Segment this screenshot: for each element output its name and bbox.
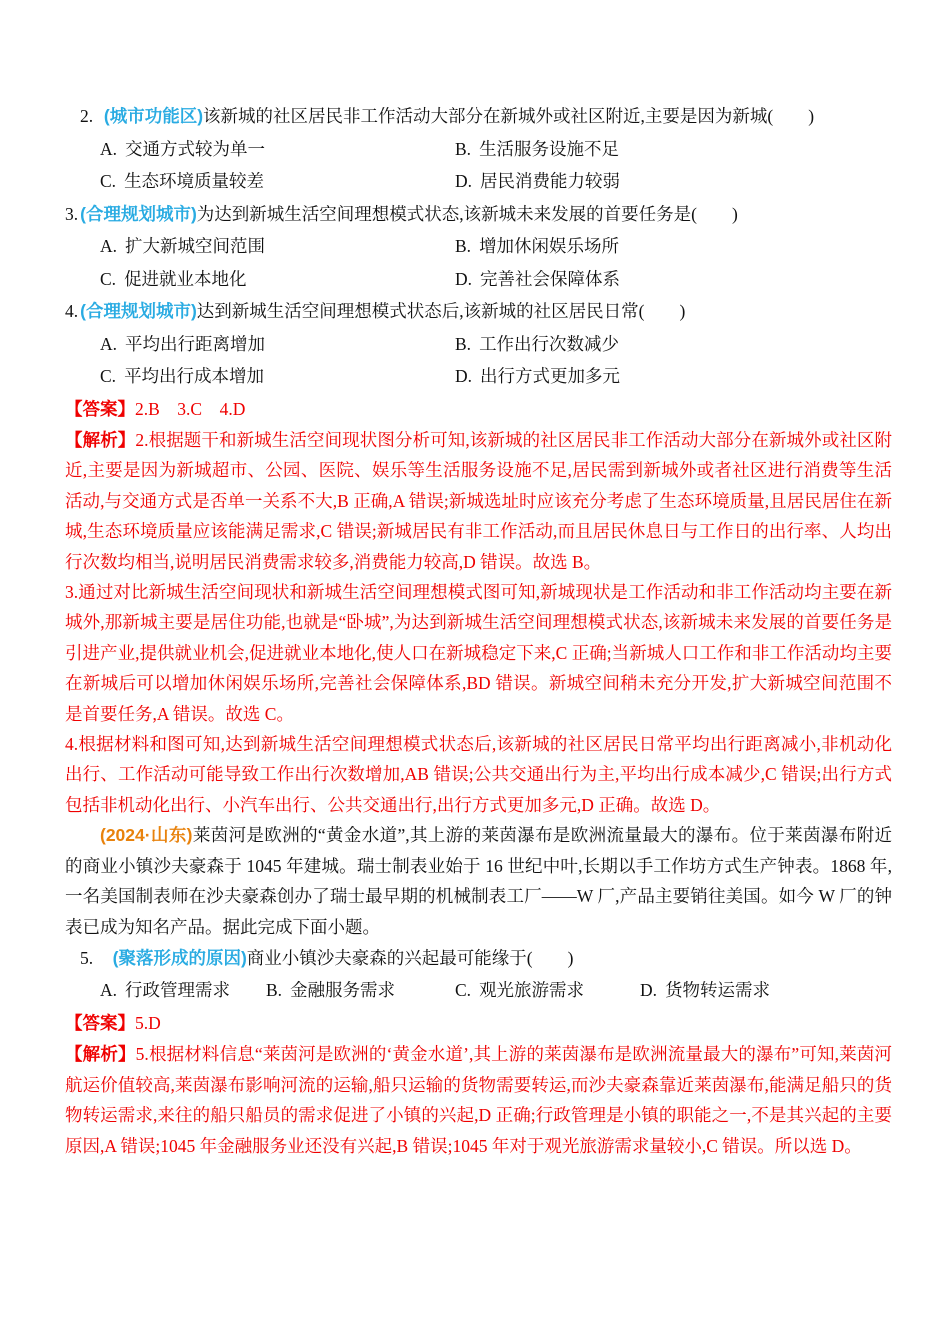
- question-2-knowledge-tag: (城市功能区): [103, 106, 204, 126]
- question-2-stem-text: 该新城的社区居民非工作活动大部分在新城外或社区附近,主要是因为新城( ): [203, 106, 815, 126]
- question-3-stem-text: 为达到新城生活空间理想模式状态,该新城未来发展的首要任务是( ): [196, 203, 738, 224]
- question-3-stem: [65, 198, 892, 231]
- analysis-q2-text: 2.根据题干和新城生活空间现状图分析可知,该新城的社区居民非工作活动大部分在新城外或社区附近,主要是因为新城超市、公园、医院、娱乐等生活服务设施不足,居民需到新城外或者社区进行消费等生活活动,与交通方式是否单一关系不大,B 正确,A 错误;新城选址时应该充分考虑了生态环境质量,且居民居住在新城,生态环境质量应该能满足需求,C 错误;新城居民有非工作活动,而且居民休息日与工作日的出行率、人均出行次数均相当,说明居民消费需求较多,消费能力较高,D 错误。故选 B。: [65, 430, 893, 572]
- analysis-label: 【解析】: [65, 430, 136, 450]
- question-4-stem: [65, 295, 892, 328]
- analysis-paragraph-q2: [65, 425, 892, 577]
- question-4-number: 4.: [65, 301, 79, 321]
- question-5-option-d: D. 货物转运需求: [640, 980, 771, 1001]
- question-3-option-d: D. 完善社会保障体系: [455, 268, 621, 289]
- question-5-options-row: [65, 974, 892, 1007]
- question-2-options-row-1: [65, 133, 892, 166]
- question-4-options-row-1: [65, 328, 892, 361]
- question-3-options-row-1: [65, 230, 892, 263]
- analysis-q4-text: 4.根据材料和图可知,达到新城生活空间理想模式状态后,该新城的社区居民日常平均出行距离减小,非机动化出行、工作活动可能导致工作出行次数增加,AB 错误;公共交通出行为主,平均出行成本减少,C 错误;出行方式包括非机动化出行、小汽车出行、公共交通出行,出行方式更加多元,D 正确。故选 D。: [65, 734, 892, 815]
- question-3-option-a: A. 扩大新城空间范围: [100, 236, 266, 256]
- question-5-stem-text: 商业小镇沙夫豪森的兴起最可能缘于( ): [246, 947, 574, 968]
- material-source-tag: (2024·山东): [100, 825, 193, 846]
- question-4-option-b: B. 工作出行次数减少: [455, 333, 620, 354]
- question-2-option-a: A. 交通方式较为单一: [100, 138, 266, 159]
- analysis-label: 【解析】: [65, 1044, 136, 1065]
- question-4-option-a: A. 平均出行距离增加: [100, 333, 266, 354]
- question-2-option-d: D. 居民消费能力较弱: [455, 171, 621, 191]
- question-3-option-c: C. 促进就业本地化: [100, 268, 247, 289]
- analysis-q3-text: 3.通过对比新城生活空间现状和新城生活空间理想模式图可知,新城现状是工作活动和非工作活动均主要在新城外,那新城主要是居住功能,也就是“卧城”,为达到新城生活空间理想模式状态,该新城未来发展的首要任务是引进产业,提供就业机会,促进就业本地化,使人口在新城稳定下来,C 正确;当新城人口工作和非工作活动均主要在新城后可以增加休闲娱乐场所,完善社会保障体系,BD 错误。新城空间稍未充分开发,扩大新城空间范围不是首要任务,A 错误。故选 C。: [65, 582, 892, 724]
- question-4-stem-text: 达到新城生活空间理想模式状态后,该新城的社区居民日常( ): [196, 301, 686, 321]
- answer-label: 【答案】: [65, 398, 135, 419]
- question-2-options-row-2: [65, 165, 892, 198]
- question-4: [65, 295, 892, 393]
- answer-values: 2.B 3.C 4.D: [135, 398, 246, 419]
- analysis-paragraph-q4: [65, 729, 892, 820]
- question-2-option-b: B. 生活服务设施不足: [455, 138, 620, 159]
- question-3: [65, 198, 892, 296]
- question-5-option-b: B. 金融服务需求: [266, 980, 396, 1001]
- question-3-number: 3.: [65, 203, 79, 224]
- question-3-options-row-2: [65, 263, 892, 296]
- question-5-option-c: C. 观光旅游需求: [455, 980, 585, 1001]
- question-5-knowledge-tag: (聚落形成的原因): [112, 947, 247, 968]
- reading-material: [65, 820, 892, 942]
- question-5-stem: [65, 942, 892, 975]
- analysis-paragraph-q3: [65, 577, 892, 729]
- answer-values: 5.D: [135, 1012, 161, 1033]
- answer-label: 【答案】: [65, 1012, 135, 1033]
- question-4-knowledge-tag: (合理规划城市): [80, 301, 197, 321]
- question-3-knowledge-tag: (合理规划城市): [80, 203, 197, 224]
- question-4-options-row-2: [65, 360, 892, 393]
- question-4-option-d: D. 出行方式更加多元: [455, 366, 621, 386]
- question-5-option-a: A. 行政管理需求: [100, 980, 231, 1001]
- material-text: 莱茵河是欧洲的“黄金水道”,其上游的莱茵瀑布是欧洲流量最大的瀑布。位于莱茵瀑布附近的商业小镇沙夫豪森于 1045 年建城。瑞士制表业始于 16 世纪中叶,长期以手工作坊方式生产钟表。1868 年,一名美国制表师在沙夫豪森创办了瑞士最早期的机械制表工厂——W 厂,产品主要销往美国。如今 W 厂的钟表已成为知名产品。据此完成下面小题。: [65, 825, 892, 937]
- question-2-option-c: C. 生态环境质量较差: [100, 171, 265, 191]
- analysis-q5-text: 5.根据材料信息“莱茵河是欧洲的‘黄金水道’,其上游的莱茵瀑布是欧洲流量最大的瀑布”可知,莱茵河航运价值较高,莱茵瀑布影响河流的运输,船只运输的货物需要转运,而沙夫豪森靠近莱茵瀑布,能满足船只的货物转运需求,来往的船只船员的需求促进了小镇的兴起,D 正确;行政管理是小镇的职能之一,不是其兴起的主要原因,A 错误;1045 年金融服务业还没有兴起,B 错误;1045 年对于观光旅游需求量较小,C 错误。所以选 D。: [65, 1044, 893, 1156]
- question-5: [65, 942, 892, 1007]
- question-5-number: 5.: [80, 947, 94, 968]
- analysis-paragraph-q5: [65, 1039, 892, 1161]
- question-3-option-b: B. 增加休闲娱乐场所: [455, 236, 620, 256]
- answer-block-1: [65, 393, 892, 426]
- answer-block-2: [65, 1007, 892, 1040]
- question-4-option-c: C. 平均出行成本增加: [100, 366, 265, 386]
- question-2: [65, 100, 892, 198]
- question-2-number: 2.: [80, 106, 94, 126]
- question-2-stem: [65, 100, 892, 133]
